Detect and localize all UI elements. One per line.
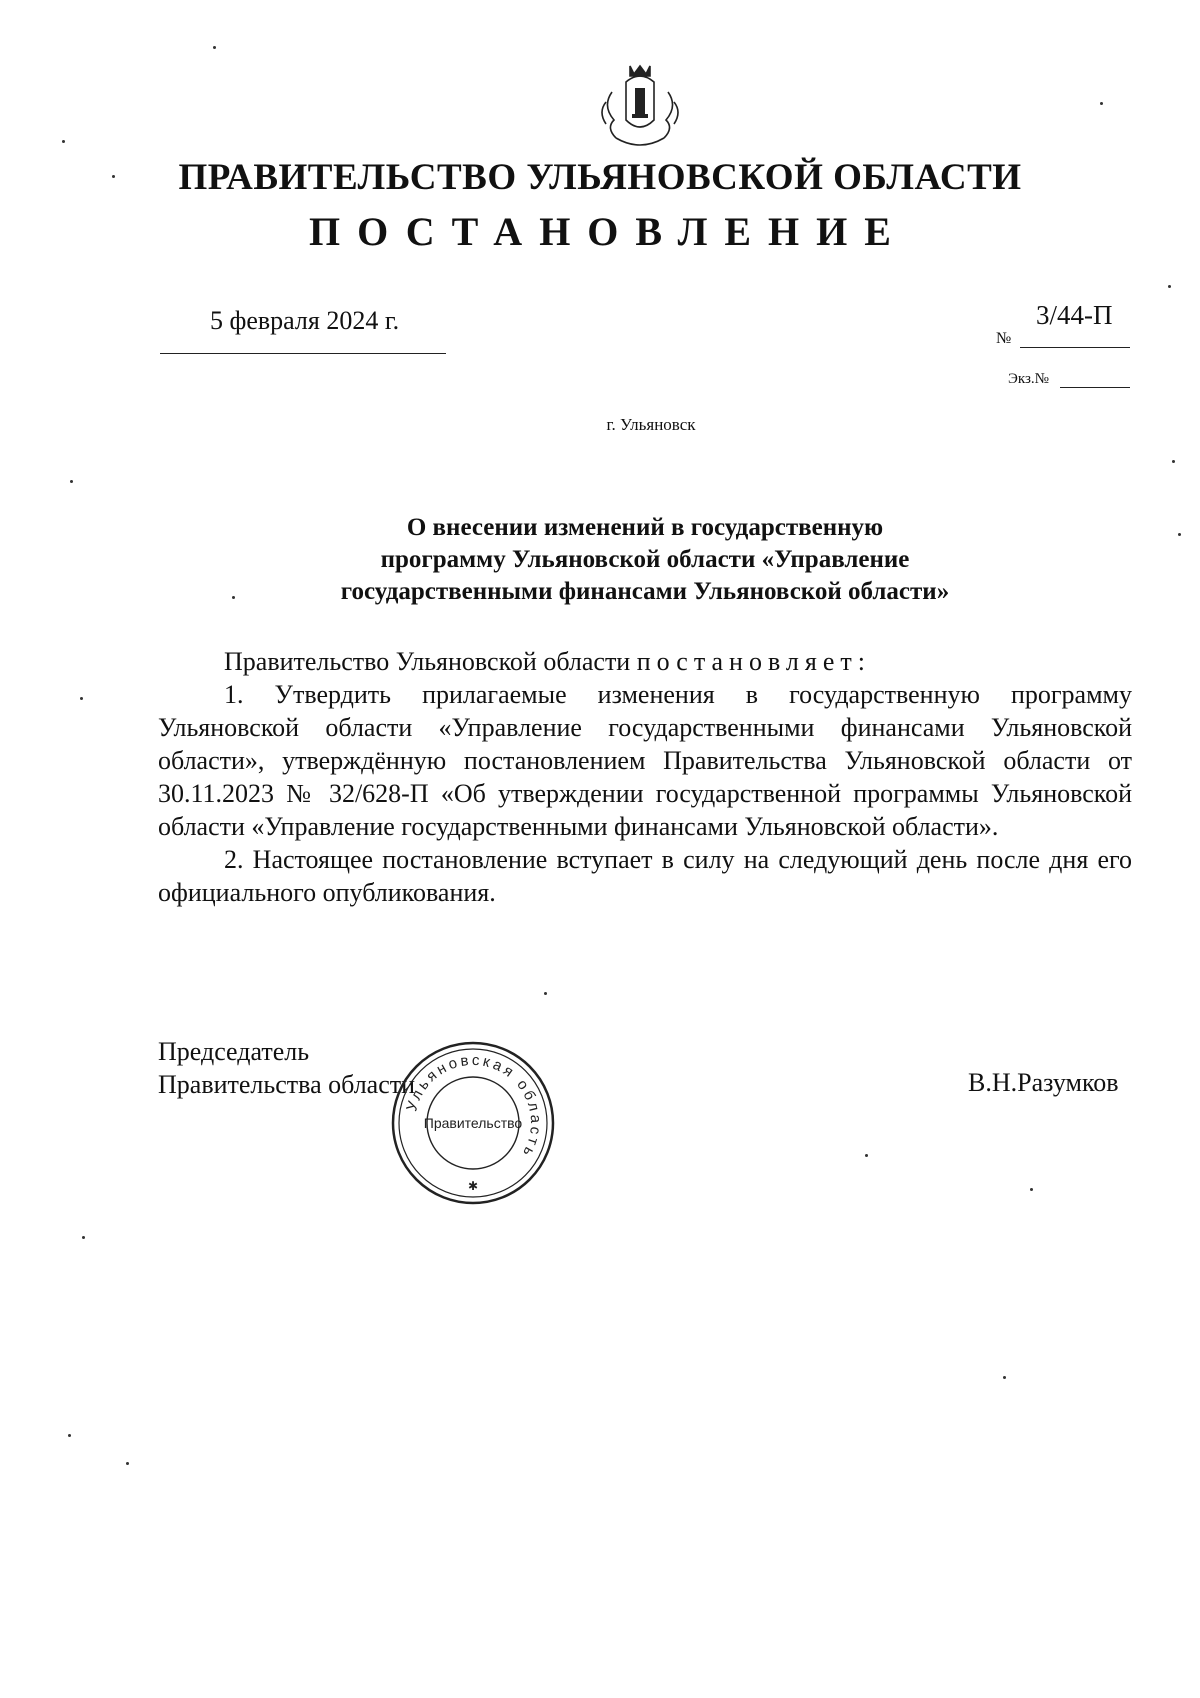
copy-number-underline [1060, 387, 1130, 388]
document-title [160, 512, 1130, 608]
official-seal-icon [388, 1038, 558, 1208]
scan-speck [112, 175, 115, 178]
document-body [158, 645, 1132, 909]
organization-name: ПРАВИТЕЛЬСТВО УЛЬЯНОВСКОЙ ОБЛАСТИ [178, 157, 1022, 198]
scan-speck [70, 480, 73, 483]
scan-speck [62, 140, 65, 143]
scan-speck [1030, 1188, 1033, 1191]
svg-text:✱: ✱ [467, 1179, 479, 1193]
scan-speck [232, 596, 235, 599]
scan-speck [544, 992, 547, 995]
title-line: государственными финансами Ульяновской области» [340, 578, 950, 605]
document-type: ПОСТАНОВЛЕНИЕ [309, 209, 908, 254]
number-underline [1020, 347, 1130, 348]
preamble-verb: постановляет: [636, 647, 871, 676]
signatory-name: В.Н.Разумков [968, 1068, 1119, 1097]
preamble [158, 645, 1132, 678]
coat-of-arms-icon [592, 62, 688, 150]
title-line: программу Ульяновской области «Управление [380, 546, 910, 573]
preamble-subject: Правительство Ульяновской области [224, 647, 631, 676]
svg-text:Правительство: Правительство [423, 1115, 523, 1131]
number-label: № [996, 330, 1012, 347]
scan-speck [1178, 533, 1181, 536]
position-line: Правительства области [158, 1070, 416, 1099]
scan-speck [1172, 460, 1175, 463]
document-date: 5 февраля 2024 г. [210, 306, 400, 335]
title-line: О внесении изменений в государственную [406, 514, 884, 541]
scan-speck [1100, 102, 1103, 105]
date-underline [160, 353, 446, 354]
body-item-1: 1. Утвердить прилагаемые изменения в государственную программу Ульяновской области «Управление государственными финансами Ульяновской области», утверждённую постановлением Правительства Ульяновской области от 30.11.2023 № 32/628-П «Об утверждении государственной программы Ульяновской области «Управление государственными финансами Ульяновской области». [158, 680, 1132, 841]
document-number: 3/44-П [1036, 300, 1113, 330]
body-item-2: 2. Настоящее постановление вступает в силу на следующий день после дня его официального опубликования. [158, 845, 1132, 907]
scan-speck [1003, 1376, 1006, 1379]
scan-speck [68, 1434, 71, 1437]
scan-speck [126, 1462, 129, 1465]
svg-text:Ульяновская область: Ульяновская область [403, 1051, 545, 1162]
scan-speck [1168, 285, 1171, 288]
scan-speck [865, 1154, 868, 1157]
scan-speck [213, 46, 216, 49]
signatory-position [158, 1035, 415, 1101]
scan-speck [80, 697, 83, 700]
copy-number-label: Экз.№ [1008, 371, 1049, 387]
city: г. Ульяновск [606, 415, 696, 434]
scan-speck [82, 1236, 85, 1239]
position-line: Председатель [158, 1037, 310, 1066]
